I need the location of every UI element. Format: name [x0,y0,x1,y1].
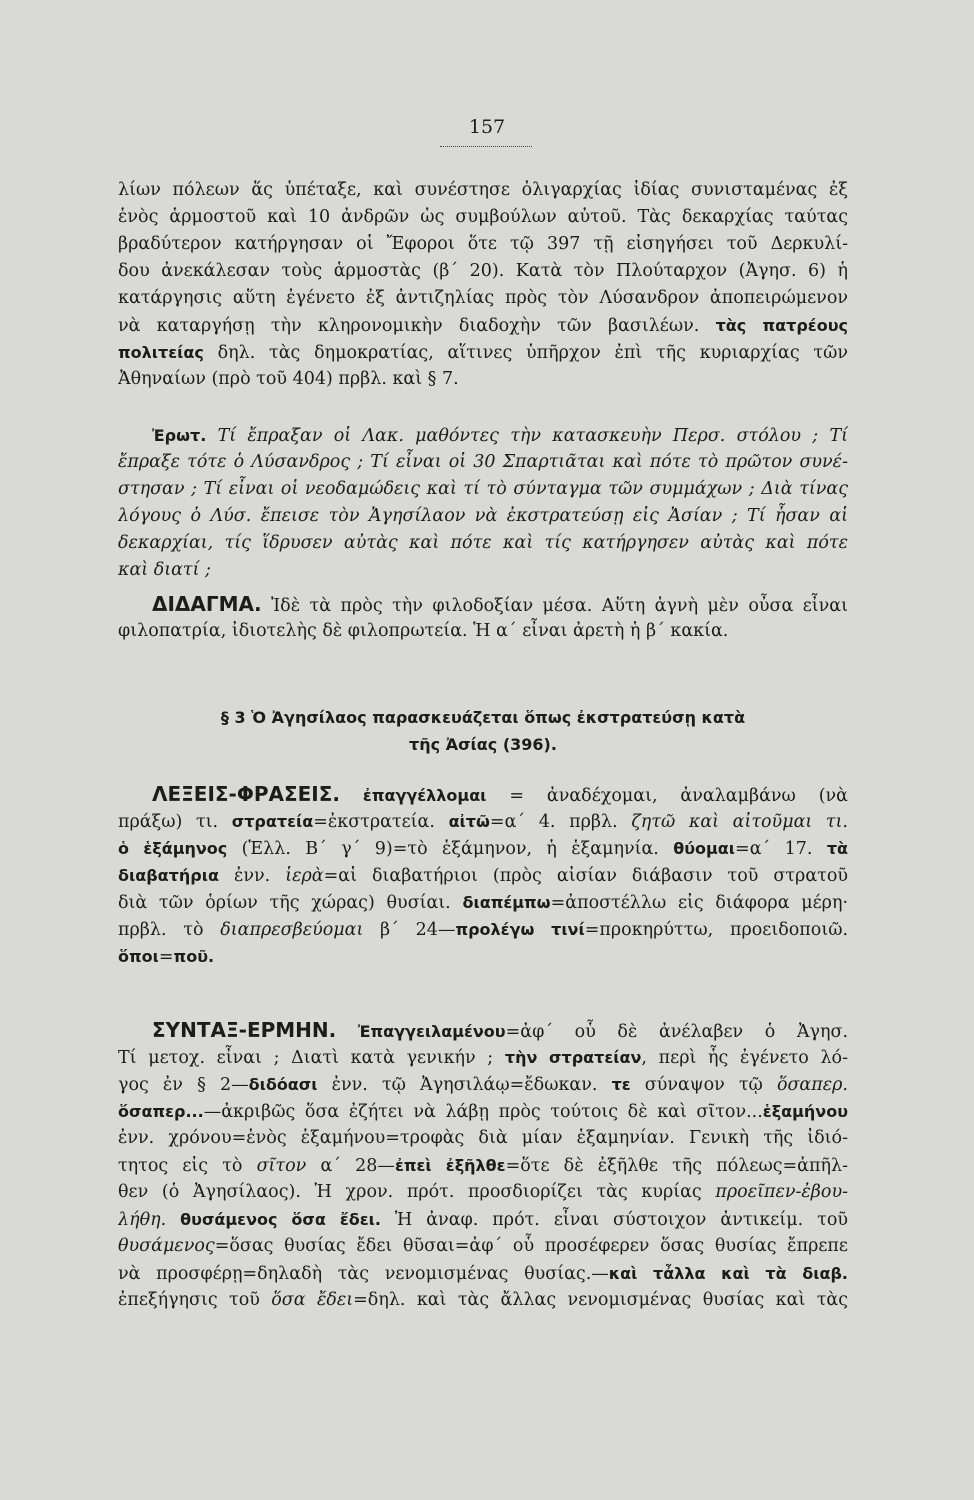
text-segment: ἐπεὶ ἐξῆλθε [394,1156,506,1175]
text-segment: σύναψον τῷ [630,1075,777,1095]
text-segment: δεκαρχίαι, τίς ἵδρυσεν αὐτὰς καὶ πότε καὶ τίς κατήργησεν αὐτὰς καὶ πότε [118,533,848,553]
text-segment: φιλοπατρία, ἰδιοτελὴς δὲ φιλοπρωτεία. Ἡ α΄ εἶναι ἀρετὴ ἡ β΄ κακία. [118,621,729,641]
text-segment: στησαν ; Τί εἶναι οἱ νεοδαμώδεις καὶ τί τὸ σύνταγμα τῶν συμμάχων ; Διὰ τίνας [118,479,848,499]
text-segment: ὅσαπερ. [776,1075,848,1095]
text-segment: σῖτον [256,1156,307,1176]
text-segment: ζητῶ καὶ αἰτοῦμαι τι. [631,812,848,832]
text-segment: = ἀναδέχομαι, ἀναλαμβάνω (νὰ [486,786,848,806]
text-segment: α΄ 28— [306,1156,395,1176]
text-segment: διδόασι [248,1075,318,1094]
text-segment: ὁ ἑξάμηνος [118,839,228,858]
text-line [118,704,848,731]
text-segment: ἔπραξε τότε ὁ Λύσανδρος ; Τί εἶναι οἱ 30 Σπαρτιᾶται καὶ πότε τὸ πρῶτον συνέ- [118,452,848,472]
text-segment: ἐπαγγέλλομαι [340,786,487,805]
text-line [118,916,848,943]
text-segment: τὰς πατρέους [715,316,848,335]
text-segment: λίων πόλεων ἅς ὑπέταξε, καὶ συνέστησε ὀλιγαρχίας ἰδίας συνισταμένας ἐξ [118,180,848,200]
text-segment: ἐνν. [218,866,286,886]
page-number: 157 [468,116,506,138]
text-segment: ἑξαμήνου [762,1102,848,1121]
text-segment: λόγους ὁ Λύσ. ἔπεισε τὸν Ἀγησίλαον νὰ ἐκστρατεύσῃ εἰς Ἀσίαν ; Τί ἦσαν αἱ [118,506,848,526]
text-line [118,503,848,530]
text-segment: νὰ προσφέρῃ=δηλαδὴ τὰς νενομισμένας θυσίας.— [118,1264,609,1284]
text-segment: δηλ. τὰς δημοκρατίας, αἵτινες ὑπῆρχον ἐπὶ τῆς κυριαρχίας τῶν [203,343,848,363]
text-line [118,258,848,285]
text-line [118,1260,848,1287]
text-segment: Ἐρωτ. [152,426,207,445]
text-line [118,285,848,312]
text-segment: ὅποι [118,947,159,966]
text-line [118,808,848,835]
text-segment: καὶ διατί ; [118,560,211,580]
text-segment: βραδύτερον κατήργησαν οἱ Ἔφοροι ὅτε τῷ 397 τῇ εἰσηγήσει τοῦ Δερκυλί- [118,234,848,254]
text-segment: καὶ τἆλλα καὶ τὰ διαβ. [608,1264,848,1283]
text-segment: θεν (ὁ Ἀγησίλαος). Ἡ χρον. πρότ. προσδιορίζει τὰς κυρίας [118,1182,716,1202]
text-segment: ποῦ. [173,947,215,966]
text-segment: =αἱ διαβατήριοι (πρὸς αἰσίαν διάβασιν τοῦ στρατοῦ [323,866,848,886]
text-segment: Ἐπαγγειλαμένου [336,1022,506,1041]
text-segment: λήθη. [118,1210,167,1230]
text-segment: πολιτείας [118,343,204,362]
text-line [118,204,848,231]
text-segment: Ἀθηναίων (πρὸ τοῦ 404) πρβλ. καὶ § 7. [118,369,459,389]
text-line [118,889,848,916]
text-segment: ὅσα ἔδει [271,1290,354,1310]
text-segment: διαπέμπω [462,893,551,912]
text-segment: =δηλ. καὶ τὰς ἄλλας νενομισμένας θυσίας καὶ τὰς [353,1290,848,1310]
text-segment: τητος εἰς τὸ [118,1156,257,1176]
text-segment: τῆς Ἀσίας (396). [409,735,557,754]
text-line [118,943,848,970]
text-line [118,449,848,476]
text-line [118,781,848,808]
text-segment: προλέγω τινί [455,920,585,939]
text-segment: διὰ τῶν ὁρίων τῆς χώρας) θυσίαι. [118,893,463,913]
page-number-rule [440,146,532,147]
text-line [118,1152,848,1179]
text-segment: =ἐκστρατεία. [313,812,449,832]
section-label: ΛΕΞΕΙΣ-ΦΡΑΣΕΙΣ. [152,782,341,806]
text-segment: θυσάμενος [118,1236,215,1256]
text-segment: = [158,947,174,967]
text-segment: αἰτῶ [448,812,490,831]
text-segment: ἑνὸς ἁρμοστοῦ καὶ 10 ἀνδρῶν ὡς συμβούλων αὐτοῦ. Τὰς δεκαρχίας ταύτας [118,207,848,227]
text-segment: ἐπεξήγησις τοῦ [118,1290,272,1310]
text-line [118,591,848,618]
text-segment: ὅσαπερ... [118,1102,204,1121]
text-line [118,1125,848,1152]
text-line [118,1044,848,1071]
text-line [118,339,848,366]
text-segment: προεῖπεν-ἐβου- [715,1182,848,1202]
section-label: ΣΥΝΤΑΞ-ΕΡΜΗΝ. [152,1018,337,1042]
text-segment: γος ἐν § 2— [118,1075,249,1095]
text-segment: διαβατήρια [118,866,219,885]
text-line [118,530,848,557]
text-line [118,1233,848,1260]
text-segment: Τί μετοχ. εἶναι ; Διατὶ κατὰ γενικήν ; [118,1048,505,1068]
text-segment: § 3 Ὁ Ἀγησίλαος παρασκευάζεται ὅπως ἐκστρατεύσῃ κατὰ [220,708,746,727]
text-segment: =ὅσας θυσίας ἔδει θῦσαι=ἀφ΄ οὗ προσέφερεν ὅσας θυσίας ἔπρεπε [214,1236,848,1256]
text-segment: —ἀκριβῶς ὅσα ἐζήτει νὰ λάβῃ πρὸς τούτοις δὲ καὶ σῖτον... [203,1102,763,1122]
text-segment: =α΄ 17. [735,839,827,859]
vocabulary-paragraph [118,781,848,970]
section-heading [118,704,848,758]
text-segment: τὰ [826,839,848,858]
text-segment: θύομαι [673,839,736,858]
text-segment: δου ἀνεκάλεσαν τοὺς ἁρμοστὰς (β΄ 20). Κατὰ τὸν Πλούταρχον (Ἀγησ. 6) ἡ [118,261,848,281]
syntax-paragraph [118,1017,848,1314]
text-line [118,557,848,584]
text-segment: στρατεία [231,812,314,831]
text-line [118,1098,848,1125]
text-line [118,312,848,339]
text-segment: , περὶ ἧς ἐγένετο λό- [641,1048,848,1068]
paragraph-continuation [118,177,848,393]
text-segment: πρβλ. τὸ [118,920,221,940]
text-line [118,618,848,645]
text-segment: νὰ καταργήσῃ τὴν κληρονομικὴν διαδοχὴν τῶν βασιλέων. [118,316,716,336]
didagma-paragraph [118,591,848,645]
text-segment: =προκηρύττω, προειδοποιῶ. [584,920,848,940]
text-segment: =ἀποστέλλω εἰς διάφορα μέρη· [550,893,848,913]
text-segment: (Ἑλλ. Β΄ γ΄ 9)=τὸ ἑξάμηνον, ἡ ἑξαμηνία. [227,839,674,859]
text-line [118,231,848,258]
text-segment: Ἡ ἀναφ. πρότ. εἶναι σύστοιχον ἀντικείμ. τοῦ [380,1210,848,1230]
text-line [118,862,848,889]
text-line [118,366,848,393]
text-segment: διαπρεσβεύομαι [220,920,364,940]
text-segment: =ὅτε δὲ ἐξῆλθε τῆς πόλεως=ἀπῆλ- [505,1156,848,1176]
text-segment: ἱερὰ [285,866,324,886]
text-segment: =ἀφ΄ οὗ δὲ ἀνέλαβεν ὁ Ἀγησ. [505,1022,848,1042]
text-segment: τε [611,1075,631,1094]
text-segment: ἐνν. χρόνου=ἑνὸς ἑξαμήνου=τροφὰς διὰ μίαν ἑξαμηνίαν. Γενικὴ τῆς ἰδιό- [118,1128,848,1148]
text-segment: ἐνν. τῷ Ἀγησιλάῳ=ἔδωκαν. [317,1075,612,1095]
text-segment: θυσάμενος ὅσα ἔδει. [166,1210,381,1229]
text-line [118,1206,848,1233]
text-line [118,835,848,862]
text-segment: πράξω) τι. [118,812,232,832]
text-segment: τὴν στρατείαν [504,1048,642,1067]
text-line [118,1071,848,1098]
text-segment: Τί ἔπραξαν οἱ Λακ. μαθόντες τὴν κατασκευὴν Περσ. στόλου ; Τί [206,426,848,446]
text-line [118,1017,848,1044]
text-line [118,1179,848,1206]
text-segment: κατάργησις αὕτη ἐγένετο ἐξ ἀντιζηλίας πρὸς τὸν Λύσανδρον ἀποπειρώμενον [118,288,848,308]
text-segment: =α΄ 4. πρβλ. [489,812,632,832]
questions-paragraph [118,422,848,584]
text-line [118,1287,848,1314]
section-label: ΔΙΔΑΓΜΑ. [152,592,262,616]
text-line [118,731,848,758]
text-line [118,476,848,503]
text-line [118,422,848,449]
text-line [118,177,848,204]
text-segment: β΄ 24— [363,920,456,940]
text-segment: Ἰδὲ τὰ πρὸς τὴν φιλοδοξίαν μέσα. Αὕτη ἁγνὴ μὲν οὖσα εἶναι [261,596,848,616]
